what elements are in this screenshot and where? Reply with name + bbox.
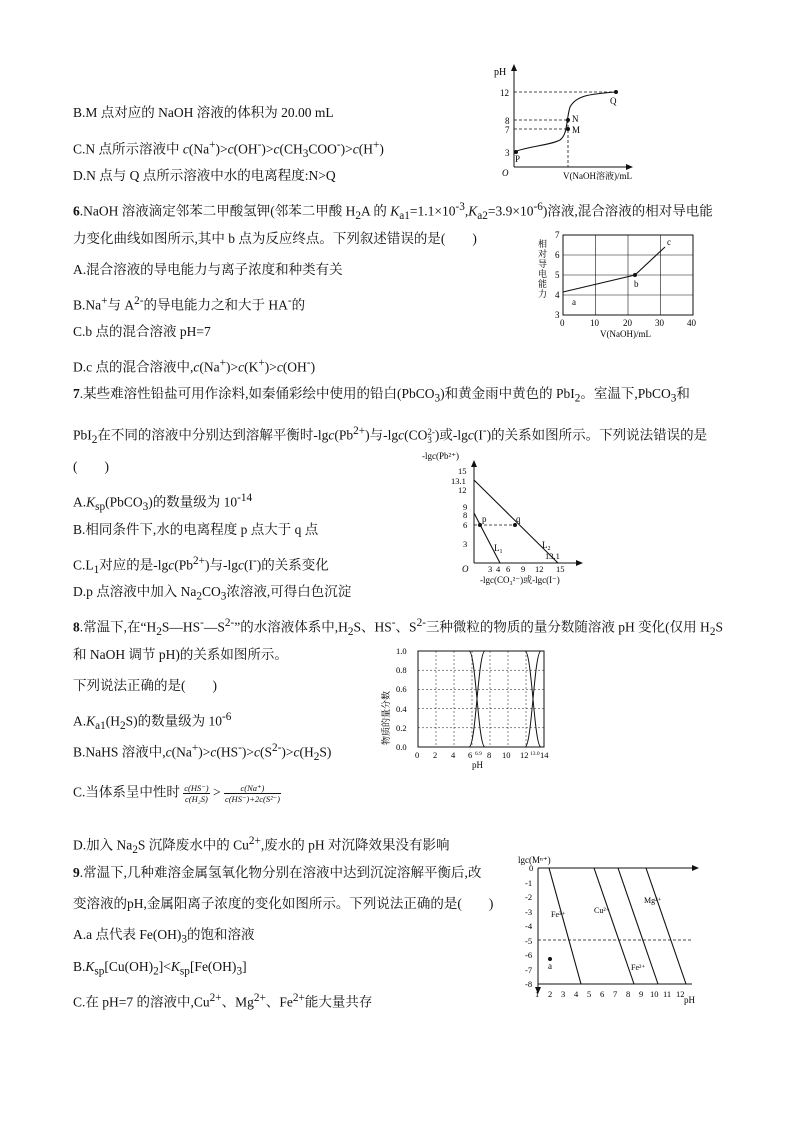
q8-xtick-6-9: 6.9 (475, 751, 482, 757)
q7-ytick-12: 12 (458, 485, 467, 495)
q9-xtick-6: 6 (600, 989, 605, 999)
q7-ytick-13-1: 13.1 (451, 476, 466, 486)
q7-ytick-3: 3 (463, 539, 468, 549)
q8-ytick-0-6: 0.6 (396, 684, 407, 694)
q6-label-b: b (634, 279, 639, 289)
q6-xtick-30: 30 (655, 318, 664, 328)
q9-xtick-9: 9 (639, 989, 644, 999)
q7-x-label: -lgc(CO₃²⁻)或-lgc(I⁻) (480, 575, 560, 585)
svg-text:力: 力 (538, 289, 548, 299)
q8-ytick-0-8: 0.8 (396, 665, 407, 675)
q6-option-b: B.Na+与 $A^{2-}$的导电能力之和大于 HA-的 (73, 295, 306, 313)
q9-xtick-4: 4 (574, 989, 579, 999)
q8-xtick-8: 8 (487, 750, 492, 760)
q8-option-d: D.加入 $Na_2S$ 沉降废水中的 $Cu^{2+}$,废水的 pH 对沉降效果没有影响 (73, 835, 450, 857)
q7-stem-2: PbI$_2$在不同的溶液中分别达到溶解平衡时$-\lg c(Pb^{2+})$与-lgc(CO 2- 3 )或-lgc(I-)的关系如图所示。下列说法错误的是 (73, 425, 708, 447)
q6-curve (563, 247, 665, 292)
q7-ytick-8: 8 (463, 510, 468, 520)
q8-option-c: C.当体系呈中性时 $\frac{c(HS^-)}{\text{c(H₂S)}}$ > $\frac{c(Na^+)}{\text{c(HS⁻)+2c(S²⁻)}}$ (73, 783, 280, 804)
q9-stem-1: 9.常温下,几种难溶金属氢氧化物分别在溶液中达到沉淀溶解平衡后,改 (73, 865, 482, 880)
q5-y-arrow-icon (511, 64, 517, 71)
q6-stem-1: 6.NaOH 溶液滴定邻苯二甲酸氢钾(邻苯二甲酸 $H_2A$ 的 $K_{a1}=1.1\times 10^{-3},K_{a2}=3.9\times 10^{-6}$)溶液,混合溶液的相对导电能 (73, 201, 713, 223)
q5-option-c: C.N 点所示溶液中 $c(Na^+)>c(OH^-)>c(CH_3COO^-)>c(H^+)$ (73, 139, 384, 161)
q5-y-label: pH (494, 67, 507, 78)
q6-ytick-7: 7 (555, 230, 560, 240)
q9-ytick-m6: -6 (525, 950, 533, 960)
q9-option-b: $B.K_{sp}[Cu(OH)_2]<K_{sp}[Fe(OH)_3]$ (73, 959, 247, 978)
q8-xtick-0: 0 (415, 750, 420, 760)
q8-ytick-1-0: 1.0 (396, 646, 407, 656)
q8-stem-1: 8.常温下,在“$H_2S—HS^-—S^{2-}$”的水溶液体系中$,H_2S$、HS-、$S^{2-}$三种微粒的物质的量分数随溶液 pH 变化(仅用 $H_2S$ (73, 617, 723, 639)
q9-x-label: pH (684, 995, 695, 1005)
q8-xtick-2: 2 (433, 750, 438, 760)
q7-solubility-chart (418, 448, 588, 588)
q9-ytick-m7: -7 (525, 965, 533, 975)
q6-option-d: D.c 点的混合溶液中,c(Na+)>c(K+)>c(OH-) (73, 357, 316, 375)
q5-option-d: D.N 点与 Q 点所示溶液中水的电离程度:N>Q (73, 168, 336, 183)
q6-option-a: A.混合溶液的导电能力与离子浓度和种类有关 (73, 262, 343, 277)
q6-xtick-10: 10 (590, 318, 599, 328)
q8-ytick-0-4: 0.4 (396, 704, 407, 714)
q6-ytick-5: 5 (555, 270, 560, 280)
q9-label-a: a (548, 961, 552, 971)
q7-label-q: q (516, 514, 521, 524)
q7-x-arrow-icon (576, 560, 583, 566)
q7-label-p: p (482, 514, 487, 524)
q8-y-label: 物质的量分数 (381, 690, 391, 745)
q7-ytick-9: 9 (463, 502, 468, 512)
q5-ytick-7: 7 (505, 125, 510, 135)
q6-y-label (538, 238, 547, 299)
q8-xtick-10: 10 (502, 750, 511, 760)
svg-text:导: 导 (538, 259, 548, 269)
q8-option-b: B.NaHS 溶液中$,c(Na^+)>c(HS^-)>c(S^{2-})>c(H_2S)$ (73, 742, 332, 764)
q7-ytick-15: 15 (458, 466, 467, 476)
q7-xtick-6: 6 (506, 564, 511, 574)
q9-y-label: lgc(Mⁿ⁺) (518, 855, 551, 865)
q9-label-cu: Cu²⁺ (594, 906, 610, 915)
q8-xtick-13-0: 13.0 (530, 751, 540, 757)
q7-ytick-6: 6 (463, 520, 468, 530)
q5-x-label: V(NaOH溶液)/mL (563, 171, 632, 181)
q6-label-c: c (667, 237, 671, 247)
q8-stem-3: 下列说法正确的是( ) (73, 678, 217, 693)
q9-ytick-m1: -1 (525, 878, 533, 888)
q8-ytick-0-0: 0.0 (396, 742, 407, 752)
q9-ytick-m4: -4 (525, 921, 533, 931)
q6-conductivity-chart (530, 225, 710, 340)
q5-curve (514, 92, 616, 152)
q8-xtick-4: 4 (451, 750, 456, 760)
q6-grid (563, 235, 693, 315)
q7-label-l1: $L_1$ (494, 543, 503, 555)
q6-x-label: V(NaOH)/mL (600, 329, 651, 339)
q5-ytick-3: 3 (505, 148, 510, 158)
q5-label-q: Q (610, 96, 617, 106)
q6-point-b (633, 273, 637, 277)
q5-ytick-12: 12 (500, 88, 509, 98)
q5-point-q (614, 90, 618, 94)
q7-stem-3: ( ) (73, 459, 109, 474)
q9-xtick-2: 2 (548, 989, 553, 999)
q7-y-arrow-icon (471, 460, 477, 467)
q9-line-fe3 (549, 868, 581, 984)
q7-xtick-15: 15 (556, 564, 565, 574)
q7-option-b: B.相同条件下,水的电离程度 p 点大于 q 点 (73, 522, 319, 537)
q8-xtick-12: 12 (520, 750, 529, 760)
q8-xtick-6: 6 (468, 750, 473, 760)
q9-xtick-5: 5 (587, 989, 592, 999)
q7-option-c: $C.L_1$对应的是$-\lg c(Pb^{2+})$与-lgc(I-)的关系变化 (73, 555, 329, 577)
q5-ytick-8: 8 (505, 116, 510, 126)
q5-titration-chart (488, 62, 638, 182)
q9-ytick-m5: -5 (525, 936, 533, 946)
q7-y-label: -lgc(Pb²⁺) (422, 451, 459, 461)
q9-metal-ion-chart (510, 852, 700, 1007)
q6-ytick-3: 3 (555, 310, 560, 320)
q6-xtick-20: 20 (623, 318, 632, 328)
q8-fraction-1: $\frac{c(HS^-)}{\text{c(H₂S)}}$ (184, 783, 209, 804)
q7-stem-1: 7.某些难溶性铅盐可用作涂料,如秦俑彩绘中使用的铅白(PbCO$_3$)和黄金雨中黄色的 PbI$_2$。室温下,PbCO$_3$和 (73, 386, 690, 405)
q9-xtick-8: 8 (626, 989, 631, 999)
q9-ytick-m2: -2 (525, 892, 533, 902)
svg-text:对: 对 (538, 249, 548, 259)
q5-label-n: N (572, 114, 579, 124)
q7-label-13-1: 13.1 (545, 551, 560, 561)
q9-option-a: A.a 点代表 $Fe(OH)_3$的饱和溶液 (73, 927, 255, 946)
q9-ytick-0: 0 (529, 863, 534, 873)
q5-option-b: B.M 点对应的 NaOH 溶液的体积为 20.00 mL (73, 105, 334, 120)
svg-text:电: 电 (538, 269, 548, 279)
q5-origin: O (502, 168, 509, 178)
q6-option-c: C.b 点的混合溶液 pH=7 (73, 324, 211, 339)
q8-option-a: $A.K_{a1}(H_2S)$的数量级为 $10^{-6}$ (73, 711, 232, 733)
svg-text:能: 能 (538, 279, 548, 289)
q5-label-p: P (515, 154, 521, 164)
q9-label-mg: Mg²⁺ (644, 896, 662, 905)
q6-xtick-40: 40 (687, 318, 696, 328)
q5-point-n (566, 118, 570, 122)
q9-x-arrow-icon (692, 865, 699, 871)
q8-fraction-2: $\frac{c(Na^+)}{\text{c(HS⁻)+2c(S²⁻)}}$ (224, 783, 280, 804)
q9-xtick-1: 1 (535, 989, 540, 999)
q6-ytick-4: 4 (555, 290, 560, 300)
q7-xtick-3: 3 (488, 564, 493, 574)
q5-x-arrow-icon (626, 164, 633, 170)
q9-xtick-3: 3 (561, 989, 566, 999)
q7-xtick-12: 12 (535, 564, 544, 574)
q8-x-label: pH (472, 760, 483, 770)
q8-ytick-0-2: 0.2 (396, 723, 407, 733)
q7-xtick-9: 9 (521, 564, 526, 574)
q9-label-fe2: Fe²⁺ (631, 963, 646, 972)
q9-xtick-11: 11 (663, 989, 672, 999)
q9-option-c: C.在 pH=7 的溶液中$,Cu^{2+}$、$Mg^{2+}$、$Fe^{2+}$能大量共存 (73, 992, 373, 1010)
q9-ytick-m3: -3 (525, 907, 533, 917)
q7-option-d: D.p 点溶液中加入 $Na_2CO_3$浓溶液,可得白色沉淀 (73, 584, 352, 603)
q5-label-m: M (572, 125, 581, 135)
q6-xtick-0: 0 (560, 318, 565, 328)
q6-label-a: a (572, 297, 576, 307)
q7-line-l1 (474, 513, 500, 563)
q8-stem-2: 和 NaOH 调节 pH)的关系如图所示。 (73, 647, 288, 662)
svg-text:相: 相 (538, 239, 548, 249)
q9-label-fe3: Fe³⁺ (551, 910, 566, 919)
q7-label-l2: $L_2$ (542, 540, 551, 552)
q5-point-m (566, 127, 570, 131)
q8-distribution-chart (375, 643, 565, 773)
q9-line-cu (594, 868, 634, 984)
q9-ytick-m8: -8 (525, 979, 533, 989)
q9-xtick-7: 7 (613, 989, 618, 999)
q6-stem-2: 力变化曲线如图所示,其中 b 点为反应终点。下列叙述错误的是( ) (73, 231, 477, 246)
q7-origin: O (462, 564, 469, 574)
q9-xtick-10: 10 (650, 989, 659, 999)
q9-xtick-12: 12 (676, 989, 685, 999)
q7-option-a: $A.K_{sp}(PbCO_3)$的数量级为 $10^{-14}$ (73, 492, 253, 514)
q7-xtick-4: 4 (496, 564, 501, 574)
q8-xtick-14: 14 (540, 750, 549, 760)
q9-stem-2: 变溶液的pH,金属阳离子浓度的变化如图所示。下列说法正确的是( ) (73, 896, 494, 911)
q6-ytick-6: 6 (555, 250, 560, 260)
